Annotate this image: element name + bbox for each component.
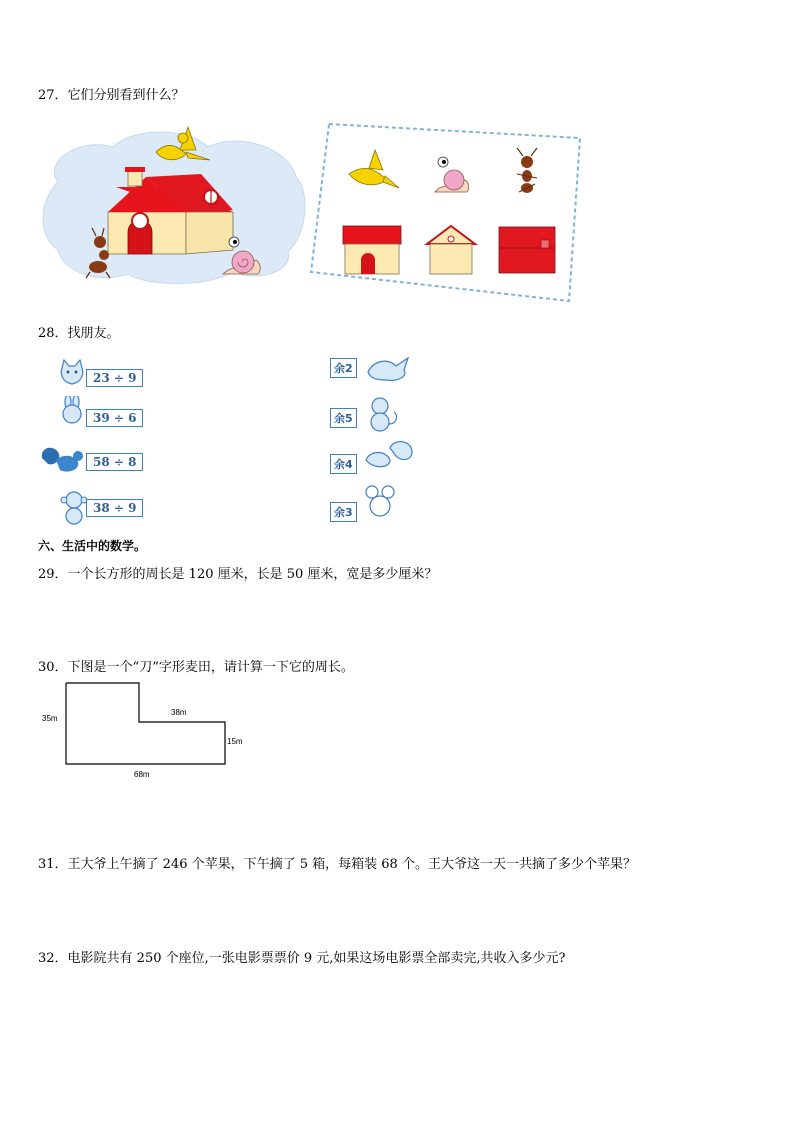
cat-icon <box>56 358 88 390</box>
label-top-inner: 38m <box>171 708 187 717</box>
label-bottom: 68m <box>134 770 150 779</box>
house-front-view-option-icon <box>343 226 401 274</box>
squirrel-friend-icon <box>360 438 416 474</box>
label-left: 35m <box>42 714 58 723</box>
remainder-box-3[interactable]: 余4 <box>330 454 357 474</box>
section-6-title: 六、生活中的数学。 <box>38 539 147 553</box>
label-right: 15m <box>227 737 243 746</box>
answer-card-illustration <box>305 116 587 304</box>
equation-box-4[interactable]: 38 ÷ 9 <box>86 499 143 517</box>
remainder-box-1[interactable]: 余2 <box>330 358 357 378</box>
house-top-view-option-icon <box>499 227 555 273</box>
question-31-text: 31．王大爷上午摘了 246 个苹果，下午摘了 5 箱，每箱装 68 个。王大爷这一天一共摘了多少个苹果？ <box>38 857 636 872</box>
rabbit-icon <box>56 396 90 430</box>
wheat-field-diagram <box>38 680 258 780</box>
question-28-text: 28．找朋友。 <box>38 326 120 341</box>
fox-icon <box>364 354 414 384</box>
field-outline <box>66 683 225 764</box>
card-background <box>311 124 580 301</box>
mouse-icon <box>362 484 402 520</box>
equation-box-2[interactable]: 39 ÷ 6 <box>86 409 143 427</box>
question-30-text: 30．下图是一个“刀”字形麦田，请计算一下它的周长。 <box>38 660 354 675</box>
remainder-box-4[interactable]: 余3 <box>330 502 357 522</box>
question-27-text: 27．它们分别看到什么？ <box>38 88 185 103</box>
house-scene-illustration <box>38 122 308 287</box>
equation-box-3[interactable]: 58 ÷ 8 <box>86 453 143 471</box>
equation-box-1[interactable]: 23 ÷ 9 <box>86 369 143 387</box>
remainder-box-2[interactable]: 余5 <box>330 408 357 428</box>
monkey-friend-icon <box>362 394 402 434</box>
question-29-text: 29．一个长方形的周长是 120 厘米，长是 50 厘米，宽是多少厘米？ <box>38 567 438 582</box>
squirrel-icon <box>38 444 88 476</box>
question-32-text: 32．电影院共有 250 个座位,一张电影票票价 9 元,如果这场电影票全部卖完,共收入多少元? <box>38 951 566 966</box>
